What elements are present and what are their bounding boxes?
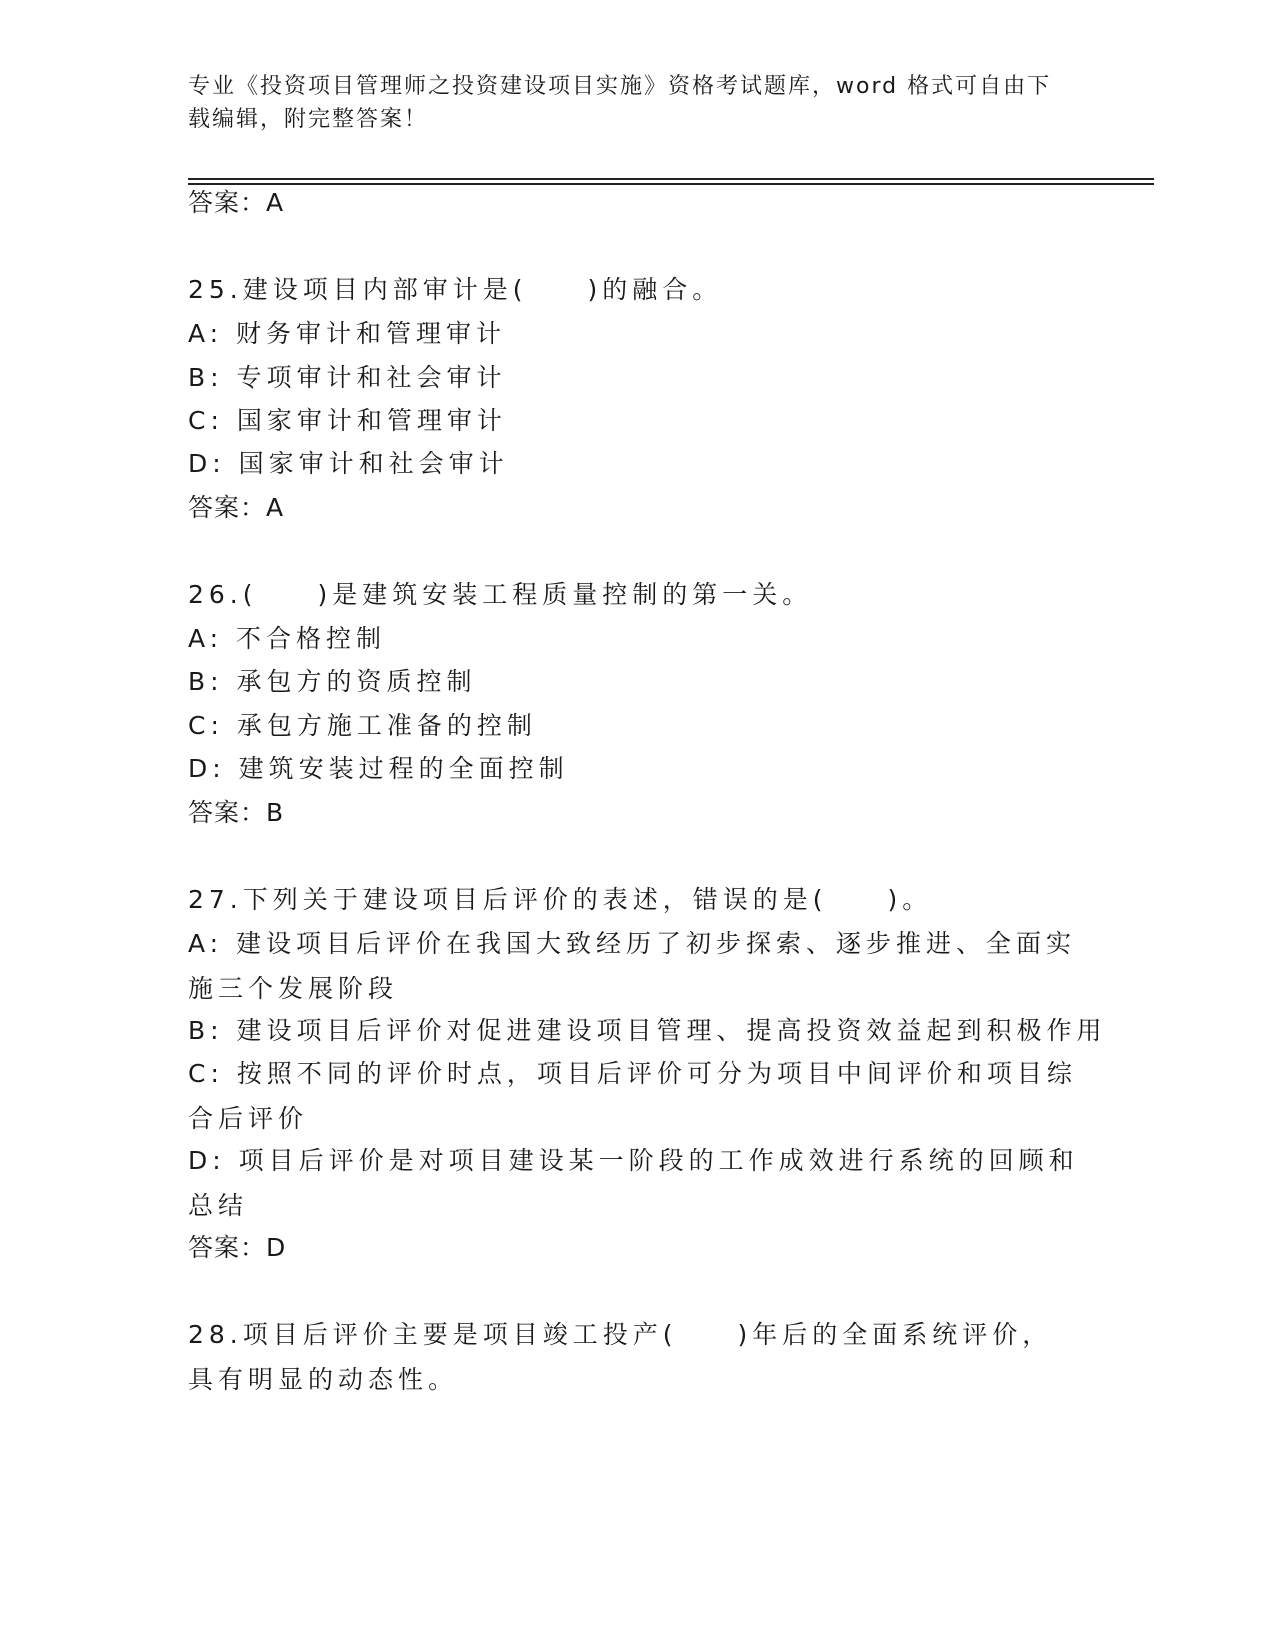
question-25-stem: 25.建设项目内部审计是( )的融合。 — [188, 275, 723, 304]
question-27-option-a: A: 建设项目后评价在我国大致经历了初步探索、逐步推进、全面实施三个发展阶段 — [188, 929, 1077, 1003]
question-26-option-a: A: 不合格控制 — [188, 624, 387, 653]
question-28-stem: 28.项目后评价主要是项目竣工投产( )年后的全面系统评价，具有明显的动态性。 — [188, 1320, 1053, 1394]
question-26-answer: 答案：B — [188, 798, 285, 827]
document-header: 专业《投资项目管理师之投资建设项目实施》资格考试题库，word 格式可自由下载编辑，附完整答案！ — [188, 74, 1052, 132]
question-25-option-b: B: 专项审计和社会审计 — [188, 363, 507, 392]
question-26-stem: 26.( )是建筑安装工程质量控制的第一关。 — [188, 580, 813, 609]
question-27-stem: 27.下列关于建设项目后评价的表述，错误的是( )。 — [188, 885, 933, 914]
question-25-option-d: D: 国家审计和社会审计 — [188, 449, 509, 478]
question-26-option-b: B: 承包方的资质控制 — [188, 667, 477, 696]
question-27-option-c: C: 按照不同的评价时点，项目后评价可分为项目中间评价和项目综合后评价 — [188, 1059, 1077, 1133]
question-27-option-d: D: 项目后评价是对项目建设某一阶段的工作成效进行系统的回顾和总结 — [188, 1146, 1079, 1220]
question-26-option-d: D: 建筑安装过程的全面控制 — [188, 754, 569, 783]
question-25-answer: 答案：A — [188, 493, 285, 522]
question-27-answer: 答案：D — [188, 1233, 287, 1262]
answer-24: 答案：A — [188, 188, 285, 217]
question-27-option-b: B: 建设项目后评价对促进建设项目管理、提高投资效益起到积极作用 — [188, 1016, 1107, 1045]
question-26-option-c: C: 承包方施工准备的控制 — [188, 711, 537, 740]
question-25-option-c: C: 国家审计和管理审计 — [188, 406, 507, 435]
question-25-option-a: A: 财务审计和管理审计 — [188, 319, 507, 348]
